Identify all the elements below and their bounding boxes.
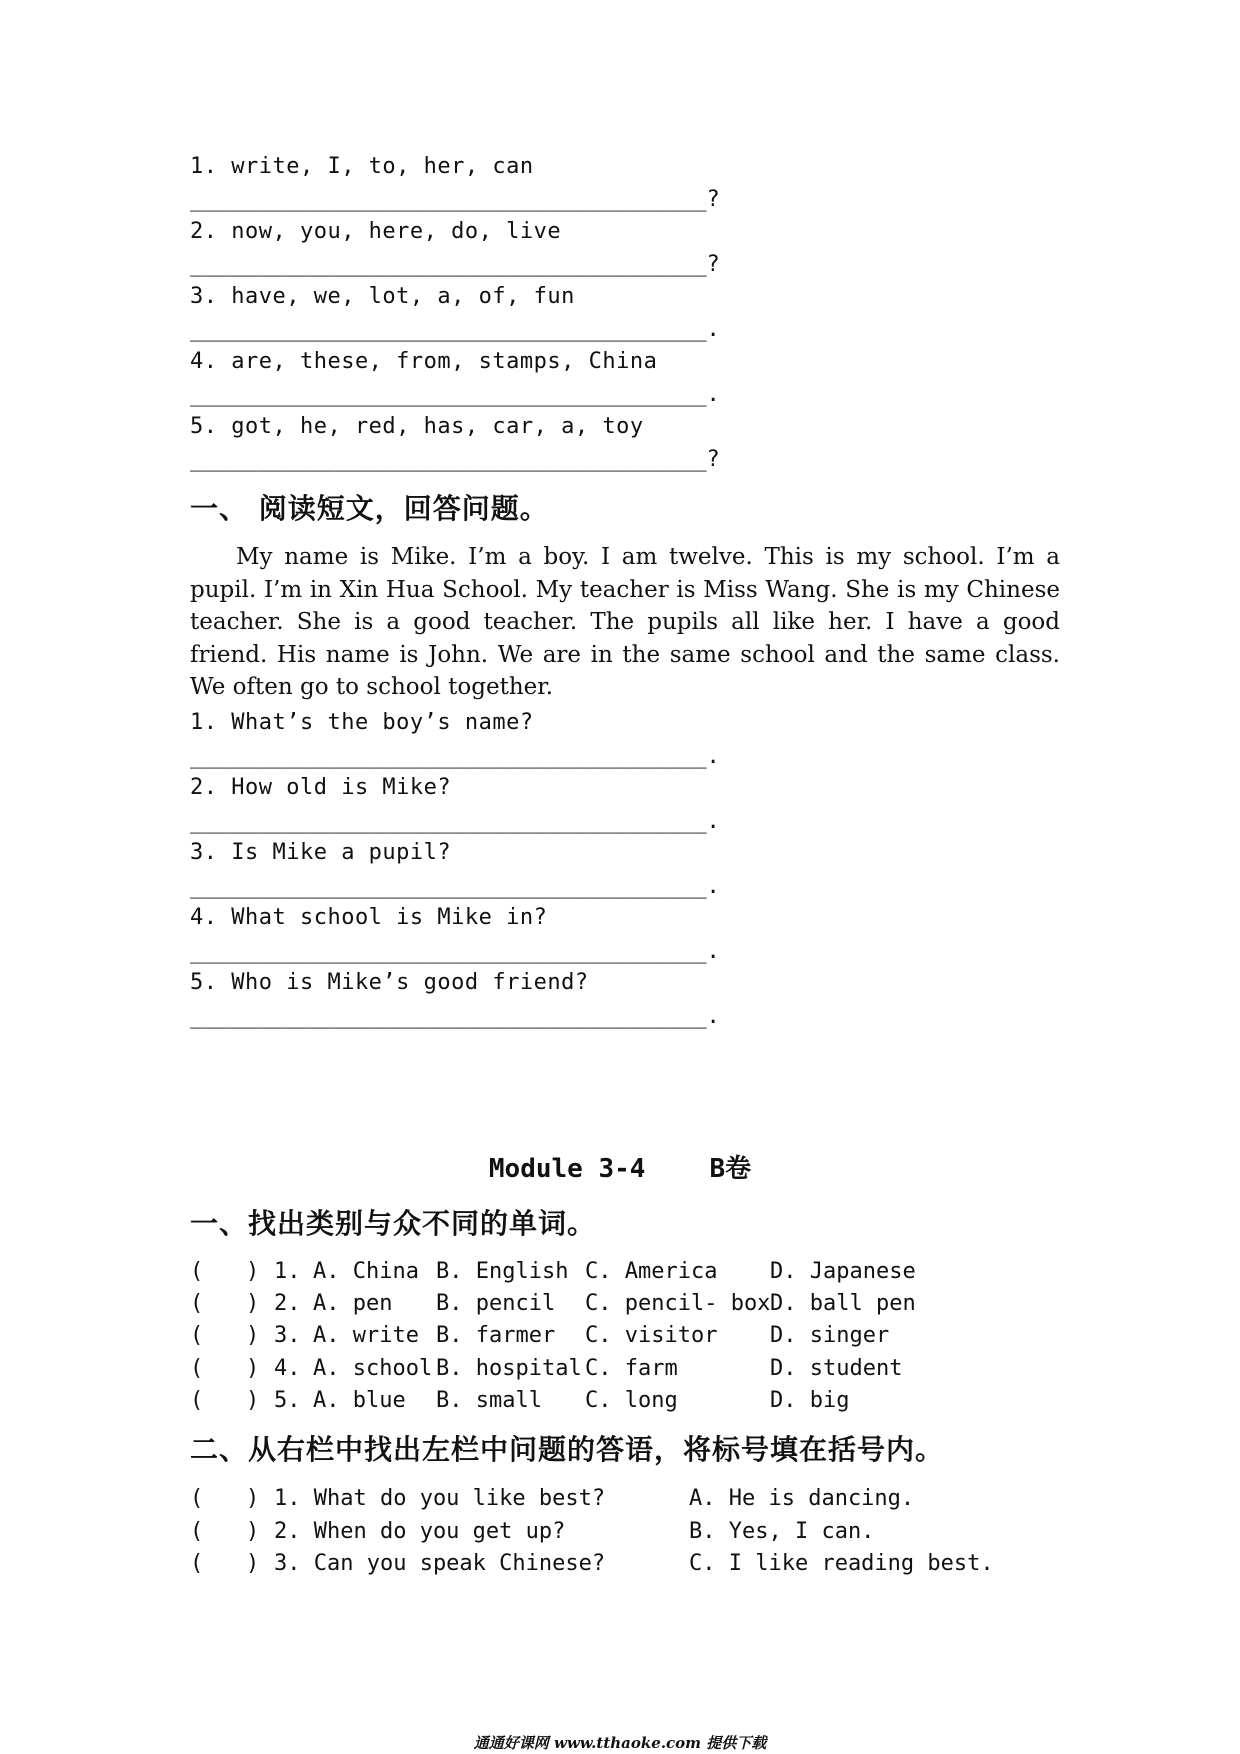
matching-answer: C. I like reading best.: [689, 1551, 994, 1576]
unscramble-words-3: 3. have, we, lot, a, of, fun: [190, 284, 575, 309]
answer-paren-open[interactable]: (: [190, 1259, 204, 1284]
answer-paren-close: ): [246, 1486, 260, 1511]
reading-passage: [190, 541, 1060, 704]
unscramble-words-2: 2. now, you, here, do, live: [190, 219, 562, 244]
option-d: D. student: [770, 1356, 903, 1381]
option-b: B. hospital: [436, 1356, 582, 1381]
option-d: D. big: [770, 1388, 850, 1413]
reading-answer-blank-2[interactable]: _______________________________________.: [190, 809, 720, 834]
answer-paren-close: ): [246, 1323, 260, 1348]
unscramble-words-1: 1. write, I, to, her, can: [190, 154, 534, 179]
module-title-left: Module 3-4: [488, 1154, 646, 1184]
matching-answer: B. Yes, I can.: [689, 1519, 875, 1544]
option-b: B. English: [436, 1259, 569, 1284]
item-number: 2.: [274, 1291, 301, 1316]
footer-credit: 通通好课网 www.tthaoke.com 提供下载: [473, 1734, 767, 1752]
answer-paren-close: ): [246, 1259, 260, 1284]
reading-answer-blank-3[interactable]: _______________________________________.: [190, 874, 720, 899]
answer-paren-open[interactable]: (: [190, 1388, 204, 1413]
item-number: 1.: [274, 1259, 301, 1284]
option-a: A. write: [313, 1323, 419, 1348]
passage-text: My name is Mike. I’m a boy. I am twelve. This is my school. I’m a pupil. I’m in Xin Hua School. My teacher is Miss Wang. She is my Chinese teacher. She is a good teacher. The pupils all like her. I have a good friend. His name is John. We are in the same school and the same class. We often go to school together.: [190, 544, 1060, 700]
option-a: A. school: [313, 1356, 433, 1381]
unscramble-words-4: 4. are, these, from, stamps, China: [190, 349, 658, 374]
unscramble-words-5: 5. got, he, red, has, car, a, toy: [190, 414, 644, 439]
option-a: A. pen: [313, 1291, 393, 1316]
odd-one-out-heading: 一、找出类别与众不同的单词。: [190, 1207, 597, 1240]
answer-blank-5[interactable]: _______________________________________?: [190, 447, 720, 472]
answer-paren-close: ): [246, 1291, 260, 1316]
option-c: C. farm: [585, 1356, 678, 1381]
reading-answer-blank-5[interactable]: _______________________________________.: [190, 1004, 720, 1029]
option-b: B. farmer: [436, 1323, 556, 1348]
reading-question-1: 1. What’s the boy’s name?: [190, 710, 534, 735]
option-c: C. America: [585, 1259, 718, 1284]
answer-paren-close: ): [246, 1519, 260, 1544]
answer-paren-open[interactable]: (: [190, 1291, 204, 1316]
option-c: C. visitor: [585, 1323, 718, 1348]
answer-paren-close: ): [246, 1551, 260, 1576]
module-title: [0, 1148, 1240, 1185]
answer-blank-3[interactable]: _______________________________________.: [190, 317, 720, 342]
answer-paren-open[interactable]: (: [190, 1551, 204, 1576]
answer-blank-1[interactable]: _______________________________________?: [190, 187, 720, 212]
reading-heading: 一、 阅读短文，回答问题。: [190, 492, 549, 525]
option-d: D. ball pen: [770, 1291, 916, 1316]
option-d: D. singer: [770, 1323, 890, 1348]
reading-answer-blank-1[interactable]: _______________________________________.: [190, 744, 720, 769]
answer-paren-open[interactable]: (: [190, 1323, 204, 1348]
reading-question-4: 4. What school is Mike in?: [190, 905, 548, 930]
option-b: B. pencil: [436, 1291, 556, 1316]
module-title-right: B卷: [709, 1154, 752, 1184]
option-c: C. pencil- box: [585, 1291, 771, 1316]
item-number: 4.: [274, 1356, 301, 1381]
answer-paren-open[interactable]: (: [190, 1519, 204, 1544]
option-a: A. China: [313, 1259, 419, 1284]
matching-question: 2. When do you get up?: [274, 1519, 566, 1544]
reading-question-5: 5. Who is Mike’s good friend?: [190, 970, 589, 995]
matching-question: 1. What do you like best?: [274, 1486, 606, 1511]
answer-blank-2[interactable]: _______________________________________?: [190, 252, 720, 277]
option-d: D. Japanese: [770, 1259, 916, 1284]
answer-blank-4[interactable]: _______________________________________.: [190, 382, 720, 407]
answer-paren-close: ): [246, 1388, 260, 1413]
answer-paren-open[interactable]: (: [190, 1356, 204, 1381]
option-b: B. small: [436, 1388, 542, 1413]
matching-question: 3. Can you speak Chinese?: [274, 1551, 606, 1576]
item-number: 3.: [274, 1323, 301, 1348]
item-number: 5.: [274, 1388, 301, 1413]
matching-answer: A. He is dancing.: [689, 1486, 915, 1511]
reading-question-2: 2. How old is Mike?: [190, 775, 452, 800]
reading-answer-blank-4[interactable]: _______________________________________.: [190, 939, 720, 964]
reading-question-3: 3. Is Mike a pupil?: [190, 840, 452, 865]
answer-paren-close: ): [246, 1356, 260, 1381]
list-item: [190, 1551, 994, 1707]
option-a: A. blue: [313, 1388, 406, 1413]
matching-heading: 二、从右栏中找出左栏中问题的答语，将标号填在括号内。: [190, 1433, 945, 1466]
answer-paren-open[interactable]: (: [190, 1486, 204, 1511]
option-c: C. long: [585, 1388, 678, 1413]
